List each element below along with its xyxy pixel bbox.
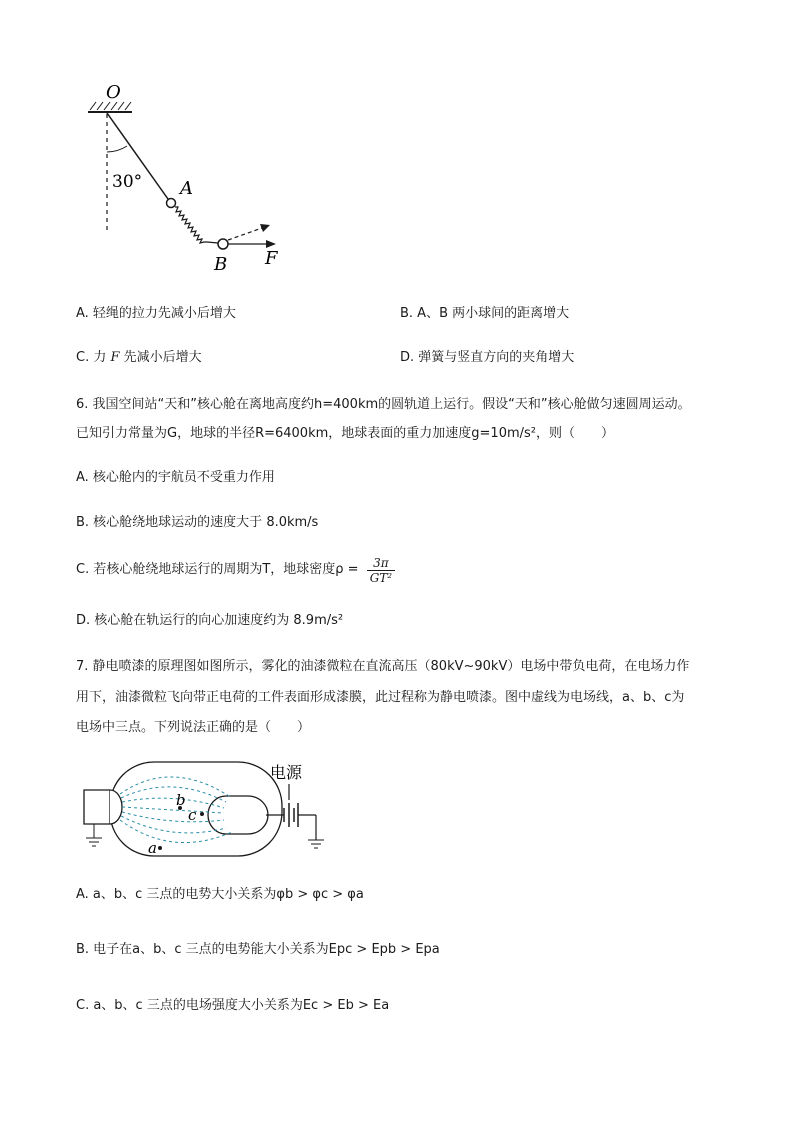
q5-option-c-var: F [110,350,120,365]
spring [175,207,207,243]
point-a-label: a [148,839,157,857]
label-o: O [106,82,121,103]
q7-option-a: A. a、b、c 三点的电势大小关系为φb > φc > φa [76,887,364,902]
q5-option-c-pre: C. 力 [76,350,107,365]
density-fraction [367,556,395,585]
q5-option-c-post: 先减小后增大 [123,350,202,365]
q6-option-a: A. 核心舱内的宇航员不受重力作用 [76,470,275,485]
q7-option-b: B. 电子在a、b、c 三点的电势能大小关系为Epc > Epb > Epa [76,942,440,957]
q5-option-a: A. 轻绳的拉力先减小后增大 [76,306,236,321]
q6-option-c [76,552,395,589]
pendulum-figure [80,78,300,278]
fraction-numerator: 3π [367,556,395,571]
label-a: A [180,178,193,199]
label-f: F [265,248,278,269]
q7-stem-line1: 7. 静电喷漆的原理图如图所示，雾化的油漆微粒在直流高压（80kV~90kV）电场中带负电荷，在电场力作 [76,659,690,674]
q6-option-b: B. 核心舱绕地球运动的速度大于 8.0km/s [76,515,319,530]
q5-option-b: B. A、B 两小球间的距离增大 [400,306,570,321]
point-b-label: b [176,791,186,809]
angle-label: 30° [112,172,143,192]
fraction-denominator: GT² [369,570,393,585]
q5-option-d: D. 弹簧与竖直方向的夹角增大 [400,350,575,365]
q7-stem-line2: 用下，油漆微粒飞向带正电荷的工件表面形成漆膜，此过程称为静电喷漆。图中虚线为电场线，a、b、c为 [76,690,685,705]
point-c-label: c [188,806,197,824]
q6-option-d: D. 核心舱在轨运行的向心加速度约为 8.9m/s² [76,613,344,628]
q6-stem-line2: 已知引力常量为G，地球的半径R=6400km，地球表面的重力加速度g=10m/s²，则（ ） [76,426,614,441]
q5-option-c [76,349,202,367]
electrostatic-figure [76,758,336,860]
q6-option-c-text: C. 若核心舱绕地球运行的周期为T，地球密度ρ = [76,562,359,577]
q6-stem-line1: 6. 我国空间站“天和”核心舱在离地高度约h=400km的圆轨道上运行。假设“天和”核心舱做匀速圆周运动。 [76,397,691,412]
q7-option-c: C. a、b、c 三点的电场强度大小关系为Ec > Eb > Ea [76,998,390,1013]
q7-stem-line3: 电场中三点。下列说法正确的是（ ） [76,720,311,735]
power-label: 电源 [270,763,303,782]
label-b: B [214,254,228,275]
